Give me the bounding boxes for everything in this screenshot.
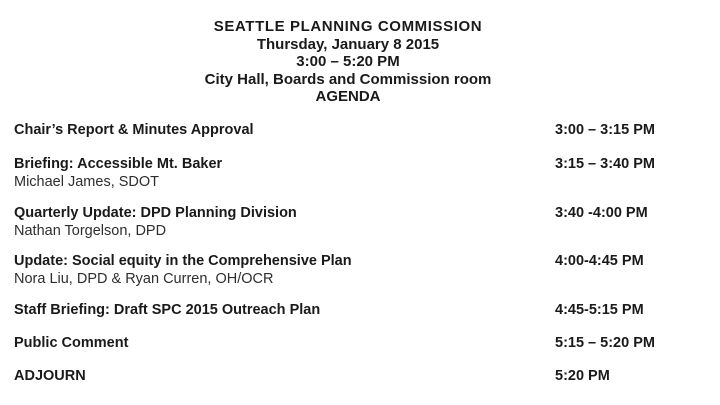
agenda-item-title: Chair’s Report & Minutes Approval (14, 122, 254, 138)
agenda-item-text (14, 252, 555, 288)
meeting-time-range: 3:00 – 5:20 PM (296, 53, 400, 70)
agenda-item-title: Briefing: Accessible Mt. Baker (14, 156, 223, 172)
agenda-item-quarterly-update (14, 204, 720, 240)
agenda-item-time: 3:00 – 3:15 PM (555, 122, 655, 138)
agenda-item-text (14, 155, 555, 191)
document-type-label: AGENDA (315, 88, 381, 105)
agenda-item-text (14, 367, 555, 385)
agenda-item-text (14, 334, 555, 352)
agenda-item-staff-briefing (14, 301, 720, 319)
agenda-item-title: Update: Social equity in the Comprehensive Plan (14, 253, 352, 269)
agenda-item-title: Quarterly Update: DPD Planning Division (14, 205, 297, 221)
agenda-item-presenter: Nathan Torgelson, DPD (14, 223, 167, 239)
meeting-date: Thursday, January 8 2015 (256, 35, 440, 53)
agenda-item-social-equity (14, 252, 720, 288)
agenda-item-time: 5:20 PM (555, 368, 610, 384)
agenda-item-presenter: Michael James, SDOT (14, 174, 160, 190)
agenda-item-time: 3:15 – 3:40 PM (555, 156, 655, 172)
agenda-item-chairs-report (14, 121, 720, 139)
agenda-item-adjourn (14, 367, 720, 385)
organization-title: SEATTLE PLANNING COMMISSION (213, 18, 483, 35)
agenda-item-public-comment (14, 334, 720, 352)
agenda-item-title: Staff Briefing: Draft SPC 2015 Outreach Plan (14, 302, 321, 318)
agenda-item-title: ADJOURN (14, 368, 86, 384)
agenda-item-title: Public Comment (14, 335, 129, 351)
agenda-item-briefing-mt-baker (14, 155, 720, 191)
agenda-header (0, 18, 696, 106)
agenda-item-time: 4:45-5:15 PM (555, 302, 644, 318)
agenda-item-text (14, 204, 555, 240)
agenda-item-list (14, 121, 720, 385)
agenda-item-text (14, 121, 555, 139)
agenda-item-time: 4:00-4:45 PM (555, 253, 644, 269)
agenda-item-text (14, 301, 555, 319)
meeting-location: City Hall, Boards and Commission room (204, 70, 492, 88)
agenda-item-time: 5:15 – 5:20 PM (555, 335, 655, 351)
agenda-item-presenter: Nora Liu, DPD & Ryan Curren, OH/OCR (14, 271, 274, 287)
agenda-item-time: 3:40 -4:00 PM (555, 205, 648, 221)
